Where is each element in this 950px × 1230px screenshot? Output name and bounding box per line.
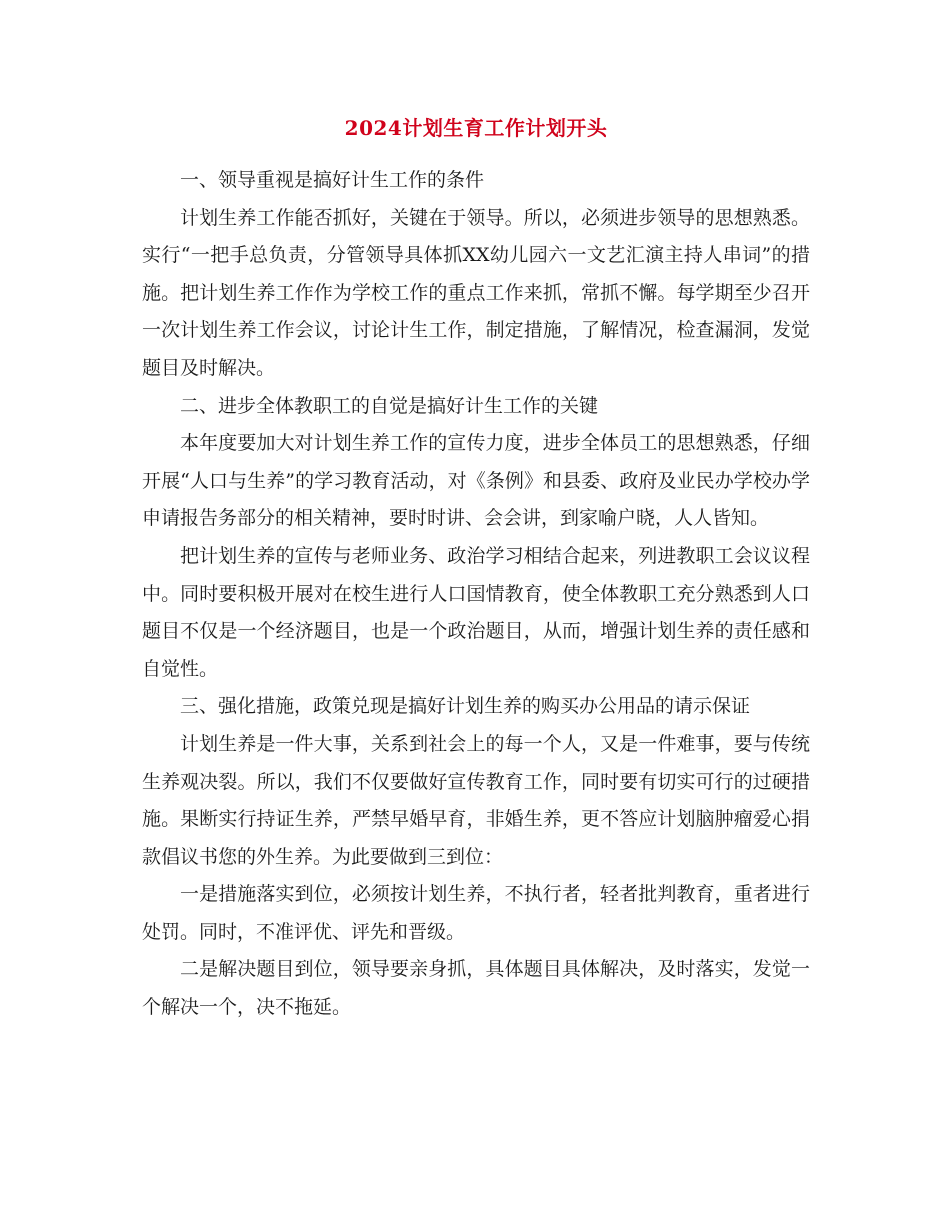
body-paragraph: 本年度要加大对计划生养工作的宣传力度，进步全体员工的思想熟悉，仔细开展“人口与生养”的学习教育活动，对《条例》和县委、政府及业民办学校办学申请报告务部分的相关精神，要时时讲、会会讲，到家喻户晓，人人皆知。 bbox=[142, 432, 810, 530]
body-paragraph: 计划生养工作能否抓好，关键在于领导。所以，必须进步领导的思想熟悉。实行“一把手总负责，分管领导具体抓XX幼儿园六一文艺汇演主持人串词”的措施。把计划生养工作作为学校工作的重点工作来抓，常抓不懈。每学期至少召开一次计划生养工作会议，讨论计生工作，制定措施，了解情况，检查漏洞，发觉题目及时解决。 bbox=[142, 206, 810, 379]
document-page bbox=[142, 112, 810, 1027]
list-item-2: 二是解决题目到位，领导要亲身抓，具体题目具体解决，及时落实，发觉一个解决一个，决不拖延。 bbox=[142, 958, 810, 1019]
section-heading-3: 三、强化措施，政策兑现是搞好计划生养的购买办公用品的请示保证 bbox=[180, 695, 751, 718]
list-item-1: 一是措施落实到位，必须按计划生养，不执行者，轻者批判教育，重者进行处罚。同时，不准评优、评先和晋级。 bbox=[142, 883, 810, 943]
document-title: 2024计划生育工作计划开头 bbox=[344, 116, 608, 140]
body-paragraph: 计划生养是一件大事，关系到社会上的每一个人，又是一件难事，要与传统生养观决裂。所以，我们不仅要做好宣传教育工作，同时要有切实可行的过硬措施。果断实行持证生养，严禁早婚早育，非婚生养，更不答应计划脑肿瘤爱心捐款倡议书您的外生养。为此要做到三到位： bbox=[142, 732, 810, 868]
section-heading-2: 二、进步全体教职工的自觉是搞好计生工作的关键 bbox=[180, 394, 599, 417]
body-paragraph: 把计划生养的宣传与老师业务、政治学习相结合起来，列进教职工会议议程中。同时要积极开展对在校生进行人口国情教育，使全体教职工充分熟悉到人口题目不仅是一个经济题目，也是一个政治题目，从而，增强计划生养的责任感和自觉性。 bbox=[142, 544, 810, 680]
section-heading-1: 一、领导重视是搞好计生工作的条件 bbox=[180, 169, 485, 191]
